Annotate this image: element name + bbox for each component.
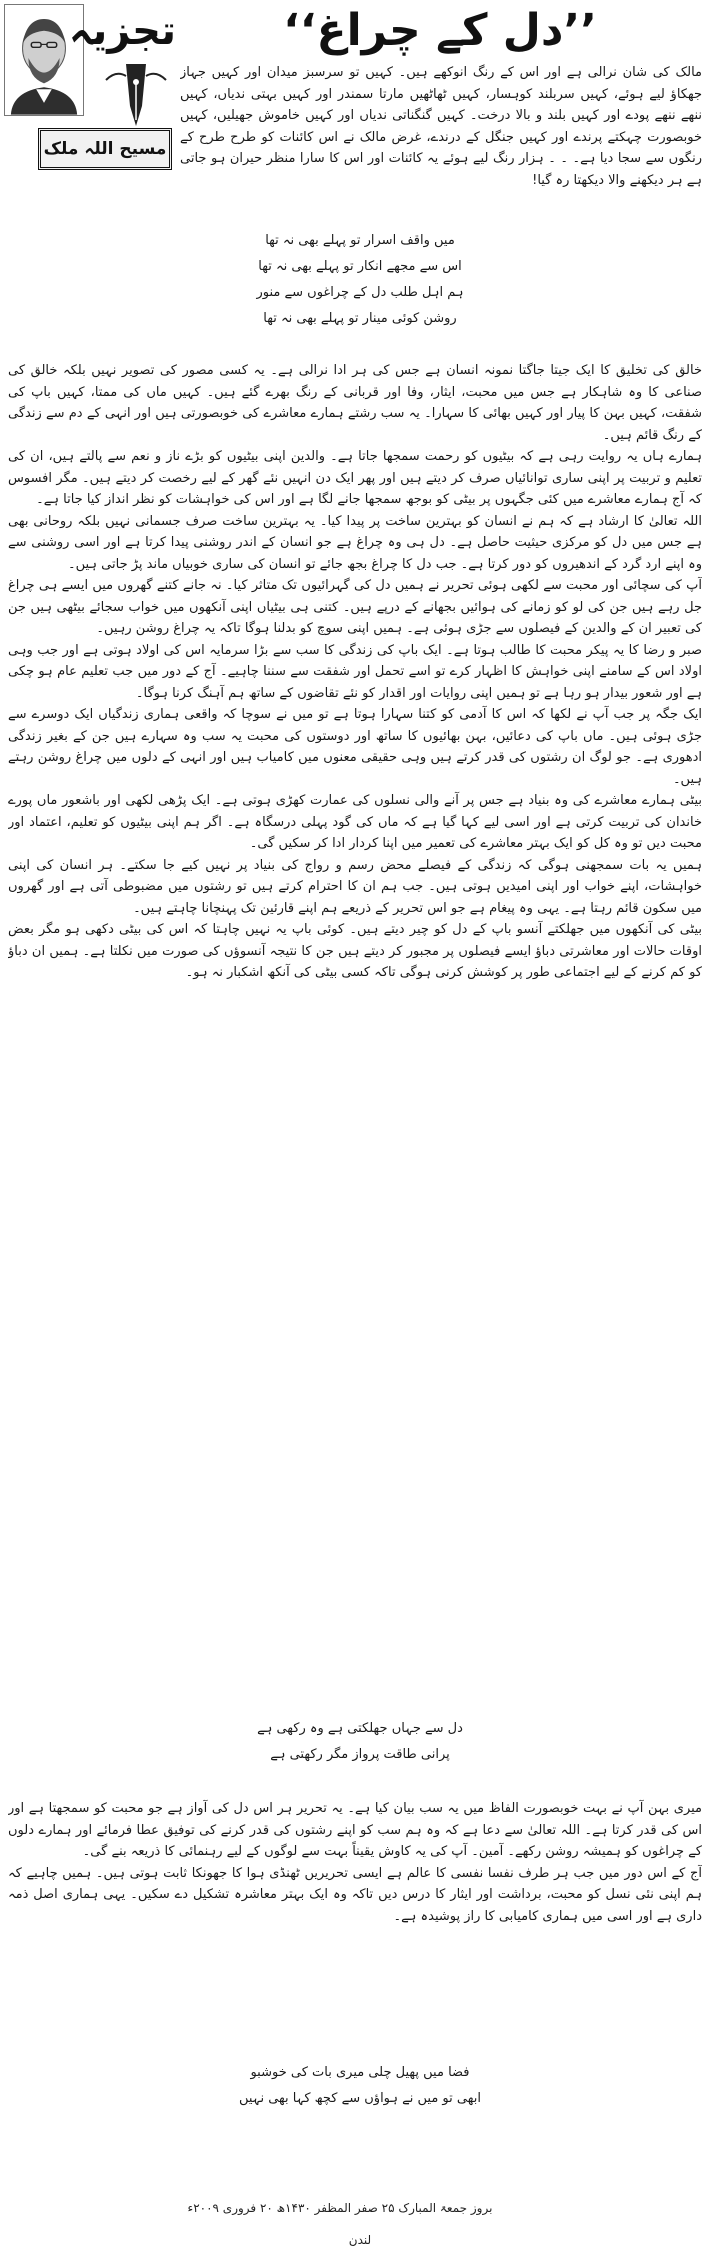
body-paragraph: خالق کی تخلیق کا ایک جیتا جاگتا نمونہ انسان ہے جس کی ہر ادا نرالی ہے۔ یہ کسی مصور کی تصویر نہیں بلکہ خالق کی صناعی کا وہ شاہکار ہے جس میں محبت، ایثار، وفا اور قربانی کے رنگ بھرے گئے ہیں۔ کہیں ماں کی ممتا، کہیں باپ کی شفقت، کہیں بہن کا پیار اور کہیں بھائی کا سہارا۔ یہ سب رشتے ہمارے معاشرے کی خوبصورتی ہیں اور انہی کے دم سے زندگی کے رنگ قائم ہیں۔ (8, 363, 702, 443)
verse-line: دل سے جہاں جھلکتی ہے وہ رکھی ہے (257, 1721, 463, 1736)
body-paragraph: بیٹی ہمارے معاشرے کی وہ بنیاد ہے جس پر آنے والی نسلوں کی عمارت کھڑی ہوتی ہے۔ ایک پڑھی لکھی اور باشعور ماں پورے خاندان کی تربیت کرتی ہے اور اسی لیے کہا گیا ہے کہ ماں کی گود پہلی درسگاہ ہے۔ اگر ہم اپنی بیٹیوں کو تعلیم، اعتماد اور محبت دیں تو وہ کل کو ایک بہتر معاشرے کی تعمیر میں اپنا کردار ادا کر سکیں گی۔ (8, 793, 702, 851)
body-paragraph: بیٹی کی آنکھوں میں جھلکتے آنسو باپ کے دل کو چیر دیتے ہیں۔ کوئی باپ یہ نہیں چاہتا کہ اس کی بیٹی دکھی ہو مگر بعض اوقات حالات اور معاشرتی دباؤ ایسے فیصلوں پر مجبور کر دیتے ہیں جن کا نتیجہ آنسوؤں کی صورت میں نکلتا ہے۔ ہمیں ان دباؤ کو کم کرنے کے لیے اجتماعی طور پر کوشش کرنی ہوگی تاکہ کسی بیٹی کی آنکھ اشکبار نہ ہو۔ (8, 922, 702, 980)
verse-block-3 (200, 2060, 520, 2120)
verse-line: فضا میں پھیل چلی میری بات کی خوشبو (250, 2065, 470, 2080)
article-intro (180, 62, 702, 222)
article-body-main (8, 360, 702, 1712)
body-paragraph: اللہ تعالیٰ کا ارشاد ہے کہ ہم نے انسان کو بہترین ساخت پر پیدا کیا۔ یہ بہترین ساخت صرف جسمانی نہیں بلکہ روحانی بھی ہے جس میں دل کو مرکزی حیثیت حاصل ہے۔ دل ہی وہ چراغ ہے جو انسان کے اندر روشنی پیدا کرتا ہے اور اسی روشنی سے وہ اپنے ارد گرد کے اندھیروں کو دور کرتا ہے۔ جب دل کا چراغ بجھ جائے تو انسان کی ساری خوبیاں ماند پڑ جاتی ہیں۔ (8, 513, 702, 572)
column-kicker: تجزیہ (68, 8, 176, 54)
verse-line: روشن کوئی مینار تو پہلے بھی نہ تھا (263, 311, 457, 326)
verse-line: میں واقف اسرار تو پہلے بھی نہ تھا (265, 233, 455, 248)
column-masthead (0, 0, 175, 185)
verse-line: اس سے مجھے انکار تو پہلے بھی نہ تھا (258, 259, 462, 274)
body-paragraph: آپ کی سچائی اور محبت سے لکھی ہوئی تحریر نے ہمیں دل کی گہرائیوں تک متاثر کیا۔ نہ جانے کتنے گھروں میں ایسے ہی چراغ جل رہے ہیں جن کی لو کو زمانے کی ہوائیں بجھانے کے درپے ہیں۔ کتنی ہی بیٹیاں اپنی آنکھوں میں خواب سجائے بیٹھی ہیں جن کی تعبیر ان کے والدین کے فیصلوں سے جڑی ہوئی ہے۔ ہمیں اپنی سوچ کو بدلنا ہوگا تاکہ یہ چراغ روشن رہیں۔ (8, 578, 702, 636)
body-paragraph: میری بہن آپ نے بہت خوبصورت الفاظ میں یہ سب بیان کیا ہے۔ یہ تحریر ہر اس دل کی آواز ہے جو محبت کو سمجھتا ہے اور اس کی قدر کرتا ہے۔ اللہ تعالیٰ سے دعا ہے کہ وہ ہم سب کو اپنے رشتوں کی قدر کرنے کی توفیق عطا فرمائے اور ہمارے دلوں کے چراغوں کو ہمیشہ روشن رکھے۔ آمین۔ آپ کی یہ کاوش یقیناً بہت سے لوگوں کے لیے رہنمائی کا ذریعہ بنے گی۔ (8, 1801, 702, 1859)
verse-line: ہم اہل طلب دل کے چراغوں سے منور (256, 285, 464, 300)
verse-line: ابھی تو میں نے ہواؤں سے کچھ کہا بھی نہیں (239, 2091, 481, 2106)
verse-line: پرانی طاقت پرواز مگر رکھتی ہے (270, 1747, 450, 1762)
article-location: لندن (348, 2233, 372, 2247)
body-paragraph: ایک جگہ پر جب آپ نے لکھا کہ اس کا آدمی کو کتنا سہارا ہوتا ہے تو میں نے سوچا کہ واقعی ہماری زندگیاں ایک دوسرے سے جڑی ہوئی ہیں۔ ماں باپ کی دعائیں، بہن بھائیوں کا ساتھ اور دوستوں کی محبت یہ سب وہ سہارے ہیں جن کے بغیر زندگی ادھوری ہے۔ جو لوگ ان رشتوں کی قدر کرتے ہیں وہی حقیقی معنوں میں کامیاب ہیں اور انہی کے دلوں میں چراغ روشن رہتے ہیں۔ (8, 707, 702, 787)
intro-paragraph: مالک کی شان نرالی ہے اور اس کے رنگ انوکھے ہیں۔ کہیں تو سرسبز میدان اور کہیں جہاز جھکاؤ لیے ہوئے، کہیں سربلند کوہسار، کہیں ٹھاٹھیں مارتا سمندر اور کہیں بہتی ندیاں، کہیں ننھے ننھے پودے اور کہیں بلند و بالا درخت۔ کہیں گنگناتی ندیاں اور کہیں خاموش جھیلیں، کہیں خوبصورت چہکتے پرندے اور کہیں جنگل کے درندے، غرض مالک نے اس کائنات کو طرح طرح کے رنگوں سے سجا دیا ہے۔ ۔ ۔ ہزار رنگ لیے ہوئے یہ کائنات اور اس کا سارا منظر حیران ہو جاتی ہے ہر دیکھنے والا دیکھتا رہ گیا! (180, 65, 702, 188)
author-byline: مسیح اللہ ملک (38, 128, 172, 170)
pen-nib-icon (96, 60, 176, 130)
body-paragraph: آج کے اس دور میں جب ہر طرف نفسا نفسی کا عالم ہے ایسی تحریریں ٹھنڈی ہوا کا جھونکا ثابت ہوتی ہیں۔ ہمیں چاہیے کہ ہم اپنی نئی نسل کو محبت، برداشت اور ایثار کا درس دیں تاکہ وہ ایک بہتر معاشرہ تشکیل دے سکیں۔ یہی ہماری اصل ذمہ داری ہے اور اسی میں ہماری کامیابی کا راز پوشیدہ ہے۔ (8, 1865, 702, 1924)
article-headline: ’’دل کے چراغ‘‘ (283, 5, 597, 56)
body-paragraph: ہمارے ہاں یہ روایت رہی ہے کہ بیٹیوں کو رحمت سمجھا جاتا ہے۔ والدین اپنی بیٹیوں کو بڑے ناز و نعم سے پالتے ہیں، ان کی تعلیم و تربیت پر اپنی ساری توانائیاں صرف کر دیتے ہیں اور پھر ایک دن انہیں نئے گھر کے لیے رخصت کر دیتے ہیں۔ مگر افسوس کہ آج ہمارے معاشرے میں کئی جگہوں پر بیٹی کو بوجھ سمجھا جانے لگا ہے اور اس کی خواہشات کو نظر انداز کیا جاتا ہے۔ (8, 449, 702, 507)
body-paragraph: ہمیں یہ بات سمجھنی ہوگی کہ زندگی کے فیصلے محض رسم و رواج کی بنیاد پر نہیں کیے جا سکتے۔ ہر انسان کی اپنی خواہشات، اپنے خواب اور اپنی امیدیں ہوتی ہیں۔ جب ہم ان کا احترام کرتے ہیں تو رشتوں میں مضبوطی آتی ہے اور گھروں میں سکون قائم رہتا ہے۔ یہی وہ پیغام ہے جو اس تحریر کے ذریعے ہم اپنے قارئین تک پہنچانا چاہتے ہیں۔ (8, 857, 702, 916)
article-body-closing (8, 1798, 702, 2190)
body-paragraph: صبر و رضا کا یہ پیکر محبت کا طالب ہوتا ہے۔ ایک باپ کی زندگی کا سب سے بڑا سرمایہ اس کی اولاد ہوتی ہے اور جب وہی اولاد اس کے سامنے اپنی خواہش کا اظہار کرے تو اسے تحمل اور شفقت سے سننا چاہیے۔ آج کے دور میں جب تعلیم عام ہو چکی ہے اور شعور بیدار ہو رہا ہے تو ہمیں اپنی روایات اور اقدار کو نئے تقاضوں کے ساتھ ہم آہنگ کرنا ہوگا۔ (8, 642, 702, 701)
verse-block-2 (200, 1716, 520, 1794)
article-dateline: بروز جمعۃ المبارک ۲۵ صفر المظفر ۱۴۳۰ھ ۲۰ فروری ۲۰۰۹ء (187, 2201, 493, 2215)
verse-block-1 (200, 228, 520, 358)
